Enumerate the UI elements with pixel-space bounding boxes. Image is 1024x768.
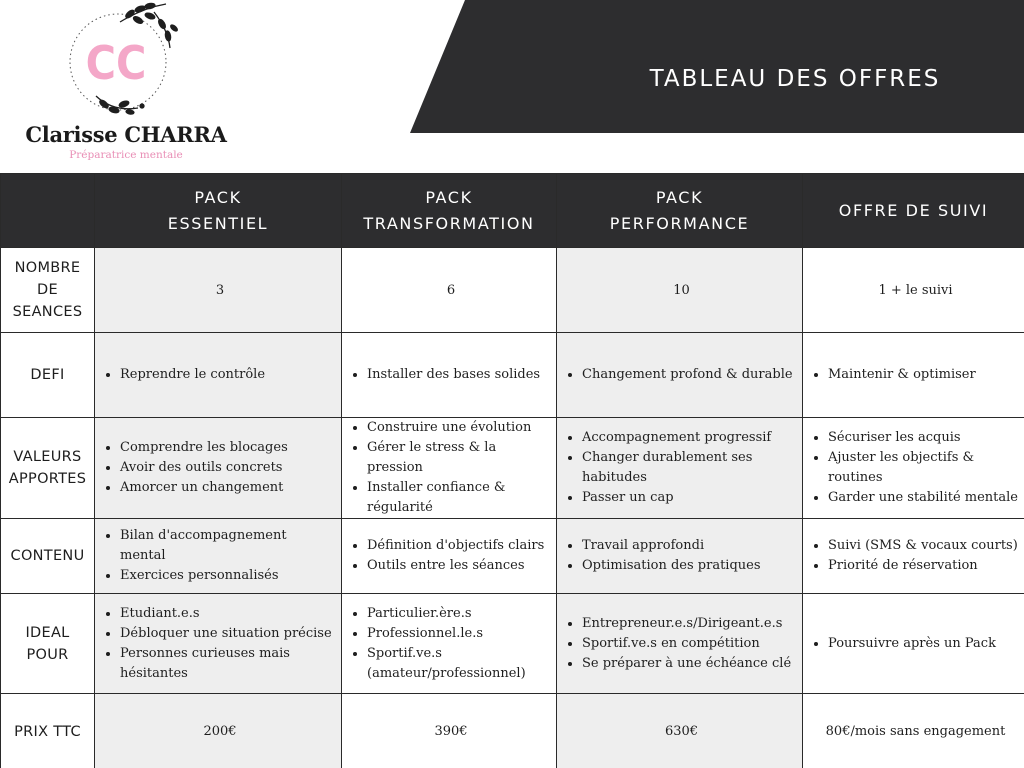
list-item: Etudiant.e.s xyxy=(105,604,335,624)
bullet-list xyxy=(813,365,1018,385)
row-header-valeurs: VALEURS APPORTES xyxy=(1,418,95,519)
cell-seances-performance: 10 xyxy=(557,248,803,333)
table-row xyxy=(1,594,1024,694)
cell-defi-essentiel xyxy=(95,333,342,418)
bullet-list xyxy=(105,526,335,586)
list-item: Bilan d'accompagnement mental xyxy=(105,526,335,566)
logo-wreath-icon xyxy=(58,0,208,125)
page-title: TABLEAU DES OFFRES xyxy=(649,66,941,92)
bullet-list xyxy=(567,536,796,576)
table-row xyxy=(1,418,1024,519)
brand-subtitle: Préparatrice mentale xyxy=(69,149,183,161)
list-item: Suivi (SMS & vocaux courts) xyxy=(813,536,1018,556)
table-row xyxy=(1,248,1024,333)
list-item: Sportif.ve.s (amateur/professionnel) xyxy=(352,644,550,684)
bullet-list xyxy=(105,604,335,684)
cell-contenu-essentiel xyxy=(95,519,342,594)
list-item: Changer durablement ses habitudes xyxy=(567,448,796,488)
list-item: Sécuriser les acquis xyxy=(813,428,1018,448)
cell-defi-transformation xyxy=(342,333,557,418)
row-header-contenu: CONTENU xyxy=(1,519,95,594)
cell-contenu-suivi xyxy=(803,519,1024,594)
cell-ideal-transformation xyxy=(342,594,557,694)
list-item: Gérer le stress & la pression xyxy=(352,438,550,478)
bullet-list xyxy=(567,365,796,385)
bullet-list xyxy=(567,614,796,674)
bullet-list xyxy=(352,604,550,684)
list-item: Exercices personnalisés xyxy=(105,566,335,586)
cell-contenu-performance xyxy=(557,519,803,594)
list-item: Poursuivre après un Pack xyxy=(813,634,1018,654)
row-header-prix: PRIX TTC xyxy=(1,694,95,768)
list-item: Professionnel.le.s xyxy=(352,624,550,644)
list-item: Reprendre le contrôle xyxy=(105,365,335,385)
row-header-defi: DEFI xyxy=(1,333,95,418)
list-item: Ajuster les objectifs & routines xyxy=(813,448,1018,488)
cell-contenu-transformation xyxy=(342,519,557,594)
table-row xyxy=(1,333,1024,418)
list-item: Installer des bases solides xyxy=(352,365,550,385)
list-item: Changement profond & durable xyxy=(567,365,796,385)
list-item: Optimisation des pratiques xyxy=(567,556,796,576)
list-item: Personnes curieuses mais hésitantes xyxy=(105,644,335,684)
cell-prix-suivi: 80€/mois sans engagement xyxy=(803,694,1024,768)
bullet-list xyxy=(352,536,550,576)
bullet-list xyxy=(352,418,550,518)
list-item: Garder une stabilité mentale xyxy=(813,488,1018,508)
list-item: Passer un cap xyxy=(567,488,796,508)
bullet-list xyxy=(813,428,1018,508)
list-item: Comprendre les blocages xyxy=(105,438,335,458)
list-item: Installer confiance & régularité xyxy=(352,478,550,518)
table-row xyxy=(1,694,1024,768)
list-item: Accompagnement progressif xyxy=(567,428,796,448)
cell-valeurs-suivi xyxy=(803,418,1024,519)
bullet-list xyxy=(105,438,335,498)
row-header-ideal: IDEAL POUR xyxy=(1,594,95,694)
list-item: Construire une évolution xyxy=(352,418,550,438)
logo-monogram: CC xyxy=(85,36,147,90)
list-item: Travail approfondi xyxy=(567,536,796,556)
cell-defi-suivi xyxy=(803,333,1024,418)
list-item: Amorcer un changement xyxy=(105,478,335,498)
offers-table xyxy=(0,173,1024,768)
bullet-list xyxy=(813,634,1018,654)
column-header-essentiel: PACK ESSENTIEL xyxy=(95,174,342,248)
list-item: Sportif.ve.s en compétition xyxy=(567,634,796,654)
brand-name: Clarisse CHARRA xyxy=(25,122,227,147)
row-header-seances: NOMBRE DE SEANCES xyxy=(1,248,95,333)
column-header-performance: PACK PERFORMANCE xyxy=(557,174,803,248)
brand-logo xyxy=(10,0,230,170)
cell-valeurs-essentiel xyxy=(95,418,342,519)
cell-ideal-performance xyxy=(557,594,803,694)
cell-prix-essentiel: 200€ xyxy=(95,694,342,768)
table-header-row xyxy=(1,174,1024,248)
list-item: Outils entre les séances xyxy=(352,556,550,576)
list-item: Se préparer à une échéance clé xyxy=(567,654,796,674)
cell-defi-performance xyxy=(557,333,803,418)
column-header-suivi: OFFRE DE SUIVI xyxy=(803,174,1024,248)
cell-valeurs-transformation xyxy=(342,418,557,519)
bullet-list xyxy=(813,536,1018,576)
list-item: Entrepreneur.e.s/Dirigeant.e.s xyxy=(567,614,796,634)
list-item: Débloquer une situation précise xyxy=(105,624,335,644)
column-header-transformation: PACK TRANSFORMATION xyxy=(342,174,557,248)
cell-valeurs-performance xyxy=(557,418,803,519)
table-row xyxy=(1,519,1024,594)
list-item: Maintenir & optimiser xyxy=(813,365,1018,385)
list-item: Définition d'objectifs clairs xyxy=(352,536,550,556)
cell-seances-suivi: 1 + le suivi xyxy=(803,248,1024,333)
cell-ideal-essentiel xyxy=(95,594,342,694)
cell-ideal-suivi xyxy=(803,594,1024,694)
bullet-list xyxy=(105,365,335,385)
cell-prix-transformation: 390€ xyxy=(342,694,557,768)
cell-prix-performance: 630€ xyxy=(557,694,803,768)
list-item: Priorité de réservation xyxy=(813,556,1018,576)
cell-seances-transformation: 6 xyxy=(342,248,557,333)
cell-seances-essentiel: 3 xyxy=(95,248,342,333)
bullet-list xyxy=(567,428,796,508)
bullet-list xyxy=(352,365,550,385)
header-corner xyxy=(1,174,95,248)
list-item: Avoir des outils concrets xyxy=(105,458,335,478)
list-item: Particulier.ère.s xyxy=(352,604,550,624)
